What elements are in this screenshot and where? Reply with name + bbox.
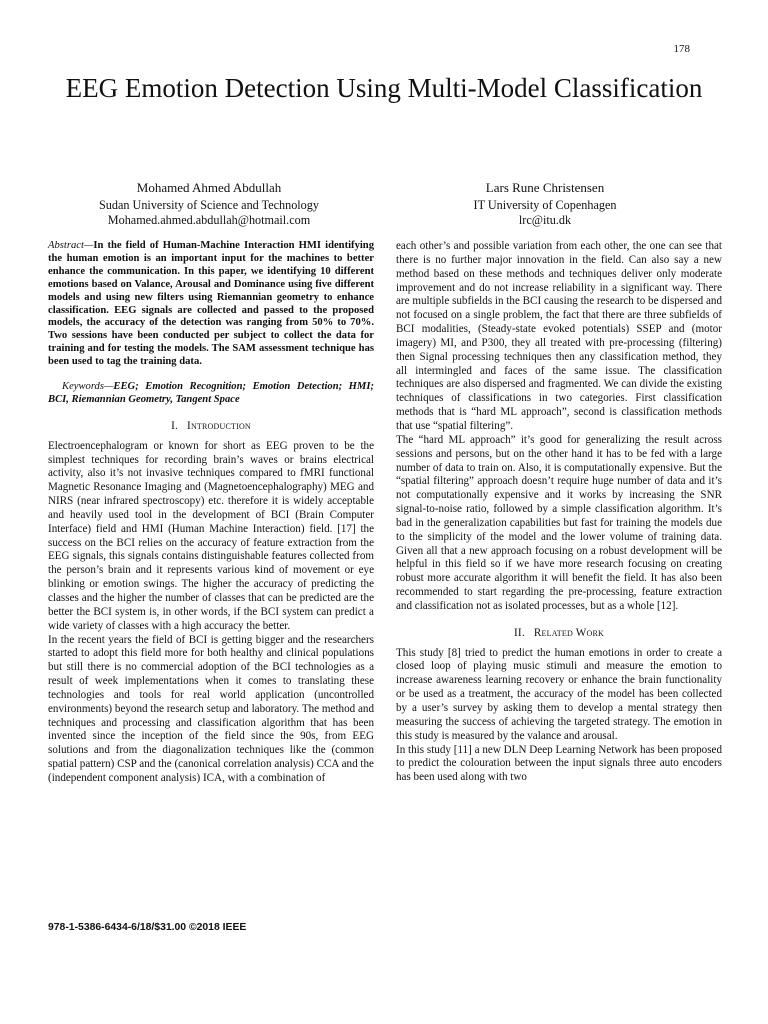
keywords bbox=[48, 381, 374, 407]
author-affiliation: Sudan University of Science and Technology bbox=[99, 198, 319, 212]
author-email: lrc@itu.dk bbox=[518, 213, 572, 227]
section-title: Related Work bbox=[533, 626, 604, 639]
copyright-footer: 978-1-5386-6434-6/18/$31.00 ©2018 IEEE bbox=[48, 922, 247, 933]
author-block bbox=[400, 180, 690, 228]
abstract bbox=[48, 240, 374, 369]
left-column bbox=[48, 240, 374, 786]
keywords-lead: Keywords— bbox=[62, 381, 114, 393]
page-number: 178 bbox=[673, 43, 690, 55]
abstract-text: In the field of Human-Machine Interaction HMI identifying the human emotion is an important input for the machines to better enhance the communication. In this paper, we identifying 10 different emotions based on Valance, Arousal and Dominance using five different models and using new filters using Riemannian geometry to enhance classification. EEG signals are collected and passed to the proposed models, the accuracy of the detection was ranging from 50% to 70%. Two sessions have been conducted per subject to collect the data for training and for testing the models. The SAM assessment technique has been used to tag the training data. bbox=[48, 240, 374, 368]
keywords-text: EEG; Emotion Recognition; Emotion Detection; HMI; BCI, Riemannian Geometry, Tangent Space bbox=[48, 381, 374, 405]
paper-title: EEG Emotion Detection Using Multi-Model Classification bbox=[65, 73, 703, 103]
author-email: Mohamed.ahmed.abdullah@hotmail.com bbox=[107, 213, 311, 227]
paragraph: Electroencephalogram or known for short as EEG proven to be the simplest techniques for recording brain’s waves or brains electrical activity, also it’s not invasive techniques compared to fMRI functional Magnetic Resonance Imaging and (Magnetoencephalography) MEG and NIRS (near infrared spectroscopy) etc. therefore it is widely acceptable and heavily used tool in the development of BCI (Brain Computer Interface) field and HMI (Human Machine Interaction) field. [17] the success on the BCI relies on the accuracy of feature extraction from the EEG signals, this signals contains distinguishable features collected from the person’s brain and it represents various kind of movement or eye blinking or emotion swings. The higher the accuracy of predicting the classes and the higher the number of classes that can be predicted are the better the BCI system is, in other words, if the BCI system can predict a wide variety of classes with a high accuracy the better. bbox=[48, 439, 374, 632]
section-number: I. bbox=[171, 419, 179, 432]
author-name: Lars Rune Christensen bbox=[485, 180, 605, 195]
section-number: II. bbox=[514, 626, 525, 639]
paragraph: In the recent years the field of BCI is getting bigger and the researchers started to adopt this field more for both healthy and clinical populations but still there is no commercial adoption of the BCI technologies as a result of week implementations when it comes to translating these technologies and tools for real world application (uncontrolled environments) beyond the research setup and laboratory. The method and techniques and processing and classification algorithm that has been invented since the inception of the field since the 90s, from EEG solutions and from the diagonalization techniques like the (common spatial pattern) CSP and the (canonical correlation analysis) CCA and the (independent component analysis) ICA, with a combination of bbox=[48, 633, 374, 784]
paragraph-continued: each other’s and possible variation from each other, the one can see that there is no further major innovation in the field. Can also say a new method based on these methods and techniques deliver only moderate improvement and do not increase reliability in a significant way. There are multiple subfields in the BCI causing the research to be dispersed and not focused on a single problem, the fact that there are three subfields of BCI modalities, (Steady-state evoked potentials) SSEP and (motor imagery) MI, and P300, they all treated with pre-processing (filtering) then Signal processing techniques then any classification method, they all intermingled and faces of the same issue. The classification techniques are also dispersed and fragmented. We can divide the existing techniques of classifications in two categories. First classification methods that is “hard ML approach”, second is classification methods that use “spatial filtering”. bbox=[396, 240, 722, 432]
section-title: Introduction bbox=[187, 419, 251, 432]
section-heading-related-work bbox=[396, 627, 722, 641]
author-affiliation: IT University of Copenhagen bbox=[473, 198, 617, 212]
author-block bbox=[64, 180, 354, 228]
paragraph: In this study [11] a new DLN Deep Learning Network has been proposed to predict the colouration between the input signals three auto encoders has been used along with two bbox=[396, 743, 722, 784]
author-name: Mohamed Ahmed Abdullah bbox=[136, 180, 282, 195]
paragraph: The “hard ML approach” it’s good for generalizing the result across sessions and persons, but on the other hand it has to be fed with a large number of data to train on. Also, it is computationally expensive. But the “spatial filtering” approach doesn’t require huge number of data and it’s not computationally expensive and it works by increasing the SNR signal-to-noise ratio, followed by a simple classification algorithm. It’s bad in the generalization capabilities but fast for training the models due to the simplicity of the model and the lower volume of training data. Given all that a new approach focusing on a robust development will be helpful in this field so if we have more research focusing on creating robust more accurate algorithm it will benefit the field. It has also been recommended to start regarding the pre-processing, feature extraction and classification not as isolated processes, but as a whole [12]. bbox=[396, 433, 722, 612]
right-column bbox=[396, 240, 722, 785]
abstract-lead: Abstract— bbox=[48, 240, 94, 251]
section-heading-introduction bbox=[48, 420, 374, 434]
paragraph: This study [8] tried to predict the human emotions in order to create a closed loop of playing music stimuli and measure the emotion to increase awareness learning recovery or enhance the brain functionality or be used as a treatment, the accuracy of the model has been collected by a user’s survey by asking them to develop a mental strategy then measuring the success of achieving the targeted strategy. The emotion in this study is measured by the valance and arousal. bbox=[396, 646, 722, 742]
